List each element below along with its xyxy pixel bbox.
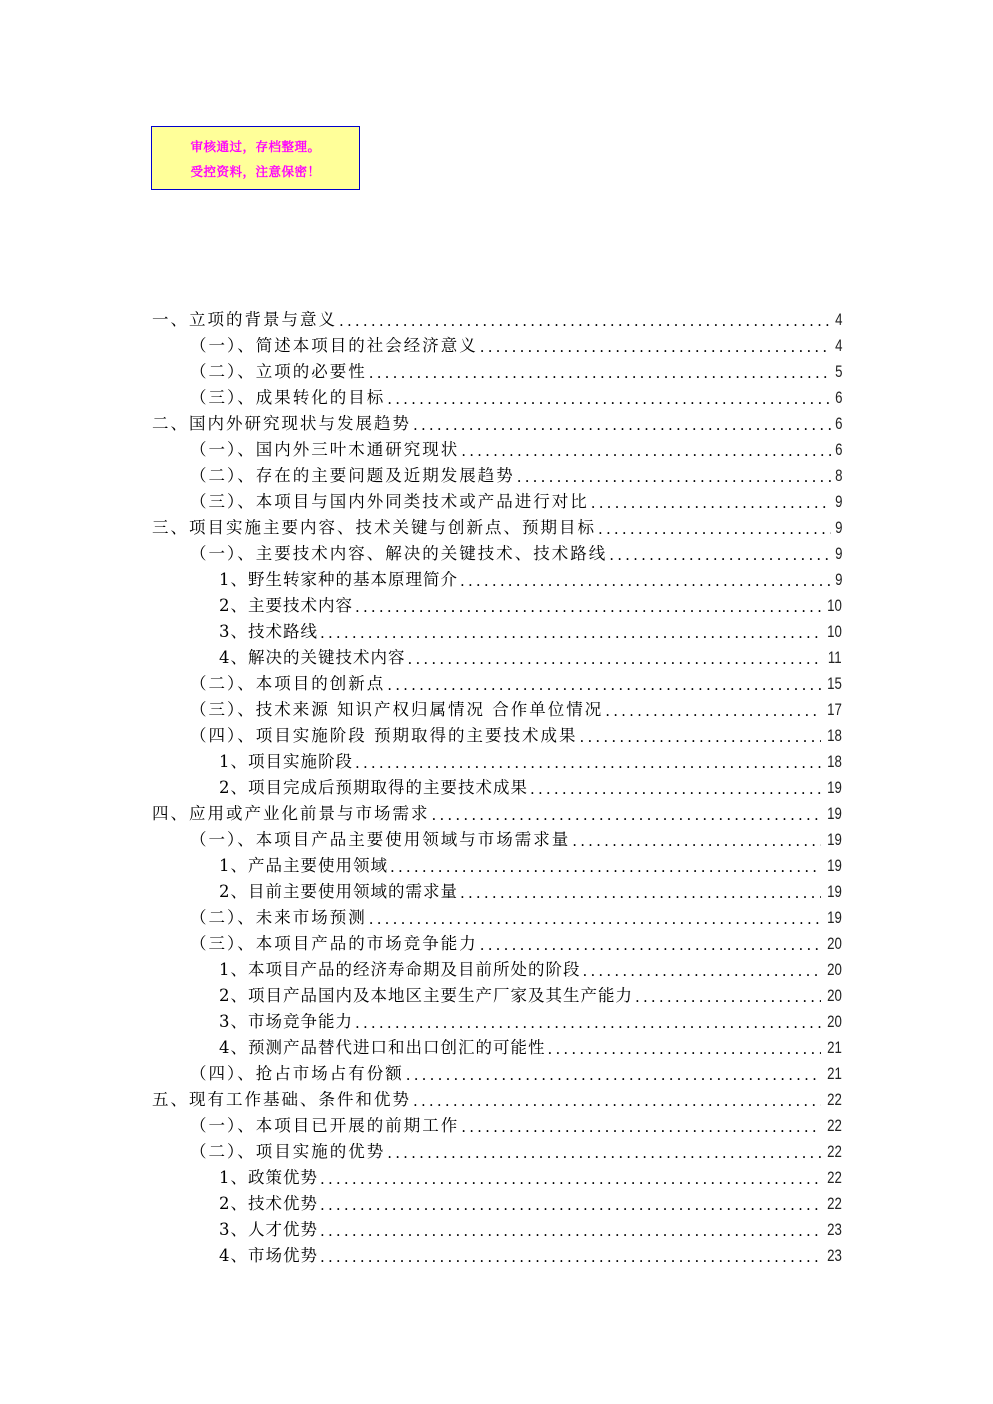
toc-dot-leader: [583, 962, 822, 980]
toc-entry[interactable]: [152, 1110, 842, 1136]
toc-page-number[interactable]: 22: [827, 1116, 842, 1135]
toc-page-number[interactable]: 21: [827, 1038, 842, 1057]
toc-entry[interactable]: [152, 876, 842, 902]
toc-entry[interactable]: [152, 564, 842, 590]
toc-entry-title[interactable]: （三）、本项目与国内外同类技术或产品进行对比: [190, 492, 589, 511]
toc-dot-leader: [460, 572, 831, 590]
toc-dot-leader: [320, 1248, 821, 1266]
toc-dot-leader: [355, 1014, 821, 1032]
toc-entry[interactable]: [152, 798, 842, 824]
toc-entry[interactable]: [152, 902, 842, 928]
toc-dot-leader: [432, 806, 822, 824]
toc-entry-title[interactable]: 3、技术路线: [219, 622, 318, 641]
toc-page-number[interactable]: 11: [828, 648, 842, 667]
toc-entry-title[interactable]: 2、项目完成后预期取得的主要技术成果: [219, 778, 528, 797]
toc-entry-title[interactable]: （四）、抢占市场占有份额: [190, 1064, 404, 1083]
toc-page-number[interactable]: 19: [827, 908, 842, 927]
toc-dot-leader: [369, 364, 831, 382]
toc-page-number[interactable]: 6: [834, 414, 842, 433]
toc-page-number[interactable]: 10: [827, 596, 842, 615]
toc-entry[interactable]: [152, 434, 842, 460]
toc-entry-title[interactable]: （二）、存在的主要问题及近期发展趋势: [190, 466, 515, 485]
toc-page-number[interactable]: 6: [834, 440, 842, 459]
toc-entry[interactable]: [152, 772, 842, 798]
toc-page-number[interactable]: 18: [827, 752, 842, 771]
toc-page-number[interactable]: 9: [834, 518, 842, 537]
toc-dot-leader: [461, 442, 830, 460]
toc-dot-leader: [572, 832, 821, 850]
toc-page-number[interactable]: 19: [827, 778, 842, 797]
toc-entry-title[interactable]: （一）、本项目产品主要使用领域与市场需求量: [190, 830, 571, 849]
toc-entry-title[interactable]: （四）、项目实施阶段 预期取得的主要技术成果: [190, 726, 578, 745]
toc-dot-leader: [406, 1066, 821, 1084]
toc-entry-title[interactable]: （一）、主要技术内容、解决的关键技术、技术路线: [190, 544, 608, 563]
toc-entry[interactable]: [152, 642, 842, 668]
toc-entry-title[interactable]: （三）、成果转化的目标: [190, 388, 386, 407]
toc-dot-leader: [387, 390, 830, 408]
toc-entry-title[interactable]: （三）、本项目产品的市场竞争能力: [190, 934, 478, 953]
toc-entry-title[interactable]: 三、项目实施主要内容、技术关键与创新点、预期目标: [152, 518, 596, 537]
toc-dot-leader: [390, 858, 821, 876]
toc-entry[interactable]: [152, 980, 842, 1006]
toc-entry[interactable]: [152, 1006, 842, 1032]
toc-entry[interactable]: [152, 954, 842, 980]
toc-dot-leader: [339, 312, 831, 330]
toc-page-number[interactable]: 4: [834, 310, 842, 329]
toc-page-number[interactable]: 21: [827, 1064, 842, 1083]
toc-page-number[interactable]: 4: [834, 336, 842, 355]
toc-dot-leader: [387, 676, 821, 694]
toc-dot-leader: [605, 702, 821, 720]
toc-dot-leader: [480, 936, 821, 954]
toc-dot-leader: [580, 728, 822, 746]
toc-page-number[interactable]: 6: [834, 388, 842, 407]
toc-entry-title[interactable]: 四、应用或产业化前景与市场需求: [152, 804, 430, 823]
toc-entry-title[interactable]: （二）、本项目的创新点: [190, 674, 386, 693]
toc-dot-leader: [413, 416, 831, 434]
toc-entry-title[interactable]: 3、市场竞争能力: [219, 1012, 353, 1031]
toc-entry[interactable]: [152, 720, 842, 746]
toc-dot-leader: [517, 468, 831, 486]
toc-entry[interactable]: [152, 1214, 842, 1240]
toc-entry-title[interactable]: （二）、未来市场预测: [190, 908, 367, 927]
toc-entry[interactable]: [152, 1188, 842, 1214]
toc-page-number[interactable]: 20: [827, 1012, 842, 1031]
toc-page-number[interactable]: 18: [827, 726, 842, 745]
toc-entry-title[interactable]: 二、国内外研究现状与发展趋势: [152, 414, 411, 433]
toc-dot-leader: [413, 1092, 821, 1110]
toc-page-number[interactable]: 19: [827, 882, 842, 901]
toc-dot-leader: [609, 546, 830, 564]
toc-dot-leader: [355, 754, 821, 772]
toc-dot-leader: [320, 624, 821, 642]
toc-dot-leader: [635, 988, 821, 1006]
toc-entry-title[interactable]: 1、本项目产品的经济寿命期及目前所处的阶段: [219, 960, 581, 979]
toc-page-number[interactable]: 23: [827, 1246, 842, 1265]
table-of-contents: [152, 304, 842, 1266]
toc-entry[interactable]: [152, 330, 842, 356]
toc-entry[interactable]: [152, 538, 842, 564]
toc-dot-leader: [480, 338, 831, 356]
toc-entry-title[interactable]: 2、目前主要使用领域的需求量: [219, 882, 458, 901]
toc-page-number[interactable]: 9: [834, 570, 842, 589]
toc-entry-title[interactable]: 一、立项的背景与意义: [152, 310, 337, 329]
toc-entry[interactable]: [152, 512, 842, 538]
toc-page-number[interactable]: 17: [827, 700, 842, 719]
toc-entry[interactable]: [152, 1136, 842, 1162]
toc-dot-leader: [320, 1196, 821, 1214]
toc-entry-title[interactable]: 3、人才优势: [219, 1220, 318, 1239]
toc-dot-leader: [320, 1222, 821, 1240]
toc-page-number[interactable]: 19: [827, 856, 842, 875]
toc-entry[interactable]: [152, 694, 842, 720]
toc-page-number[interactable]: 20: [827, 960, 842, 979]
toc-page-number[interactable]: 22: [827, 1090, 842, 1109]
toc-entry[interactable]: [152, 1240, 842, 1266]
toc-entry-title[interactable]: （一）、本项目已开展的前期工作: [190, 1116, 460, 1135]
toc-page-number[interactable]: 9: [834, 544, 842, 563]
toc-entry[interactable]: [152, 486, 842, 512]
toc-dot-leader: [530, 780, 821, 798]
toc-entry[interactable]: [152, 824, 842, 850]
toc-entry-title[interactable]: 4、预测产品替代进口和出口创汇的可能性: [219, 1038, 546, 1057]
toc-entry-title[interactable]: （二）、立项的必要性: [190, 362, 367, 381]
toc-entry[interactable]: [152, 1084, 842, 1110]
approval-stamp: [151, 126, 360, 190]
toc-dot-leader: [387, 1144, 821, 1162]
toc-page-number[interactable]: 22: [827, 1142, 842, 1161]
toc-entry[interactable]: [152, 928, 842, 954]
toc-page-number[interactable]: 5: [834, 362, 842, 381]
toc-entry-title[interactable]: 1、野生转家种的基本原理简介: [219, 570, 458, 589]
toc-dot-leader: [355, 598, 821, 616]
toc-entry[interactable]: [152, 1162, 842, 1188]
toc-page-number[interactable]: 8: [834, 466, 842, 485]
toc-entry-title[interactable]: 4、市场优势: [219, 1246, 318, 1265]
toc-page-number[interactable]: 19: [827, 830, 842, 849]
toc-dot-leader: [320, 1170, 821, 1188]
stamp-line-confidential: 受控资料，注意保密！: [190, 164, 321, 179]
toc-entry-title[interactable]: 1、政策优势: [219, 1168, 318, 1187]
toc-entry[interactable]: [152, 590, 842, 616]
toc-page-number[interactable]: 23: [827, 1220, 842, 1239]
toc-entry-title[interactable]: 2、技术优势: [219, 1194, 318, 1213]
toc-page-number[interactable]: 10: [827, 622, 842, 641]
toc-page-number[interactable]: 22: [827, 1168, 842, 1187]
toc-entry[interactable]: [152, 1032, 842, 1058]
toc-entry-title[interactable]: （三）、技术来源 知识产权归属情况 合作单位情况: [190, 700, 604, 719]
toc-page-number[interactable]: 20: [827, 934, 842, 953]
toc-entry-title[interactable]: 五、现有工作基础、条件和优势: [152, 1090, 411, 1109]
toc-entry-title[interactable]: 2、主要技术内容: [219, 596, 353, 615]
toc-page-number[interactable]: 15: [827, 674, 842, 693]
toc-entry[interactable]: [152, 850, 842, 876]
toc-entry-title[interactable]: 1、产品主要使用领域: [219, 856, 388, 875]
toc-entry[interactable]: [152, 668, 842, 694]
toc-entry-title[interactable]: 4、解决的关键技术内容: [219, 648, 406, 667]
toc-dot-leader: [461, 1118, 821, 1136]
toc-page-number[interactable]: 20: [827, 986, 842, 1005]
toc-entry[interactable]: [152, 616, 842, 642]
toc-entry[interactable]: [152, 356, 842, 382]
toc-entry-title[interactable]: （一）、简述本项目的社会经济意义: [190, 336, 478, 355]
toc-dot-leader: [598, 520, 831, 538]
toc-entry-title[interactable]: 2、项目产品国内及本地区主要生产厂家及其生产能力: [219, 986, 633, 1005]
toc-entry-title[interactable]: （二）、项目实施的优势: [190, 1142, 386, 1161]
toc-entry-title[interactable]: （一）、国内外三叶木通研究现状: [190, 440, 460, 459]
toc-entry[interactable]: [152, 460, 842, 486]
toc-page-number[interactable]: 19: [827, 804, 842, 823]
toc-entry[interactable]: [152, 382, 842, 408]
toc-dot-leader: [408, 650, 823, 668]
toc-entry[interactable]: [152, 746, 842, 772]
toc-page-number[interactable]: 9: [834, 492, 842, 511]
toc-dot-leader: [591, 494, 831, 512]
stamp-line-approved: 审核通过，存档整理。: [190, 139, 321, 154]
toc-entry[interactable]: [152, 1058, 842, 1084]
toc-dot-leader: [369, 910, 821, 928]
toc-entry[interactable]: [152, 304, 842, 330]
toc-page-number[interactable]: 22: [827, 1194, 842, 1213]
toc-dot-leader: [548, 1040, 822, 1058]
toc-entry-title[interactable]: 1、项目实施阶段: [219, 752, 353, 771]
toc-dot-leader: [460, 884, 821, 902]
toc-entry[interactable]: [152, 408, 842, 434]
